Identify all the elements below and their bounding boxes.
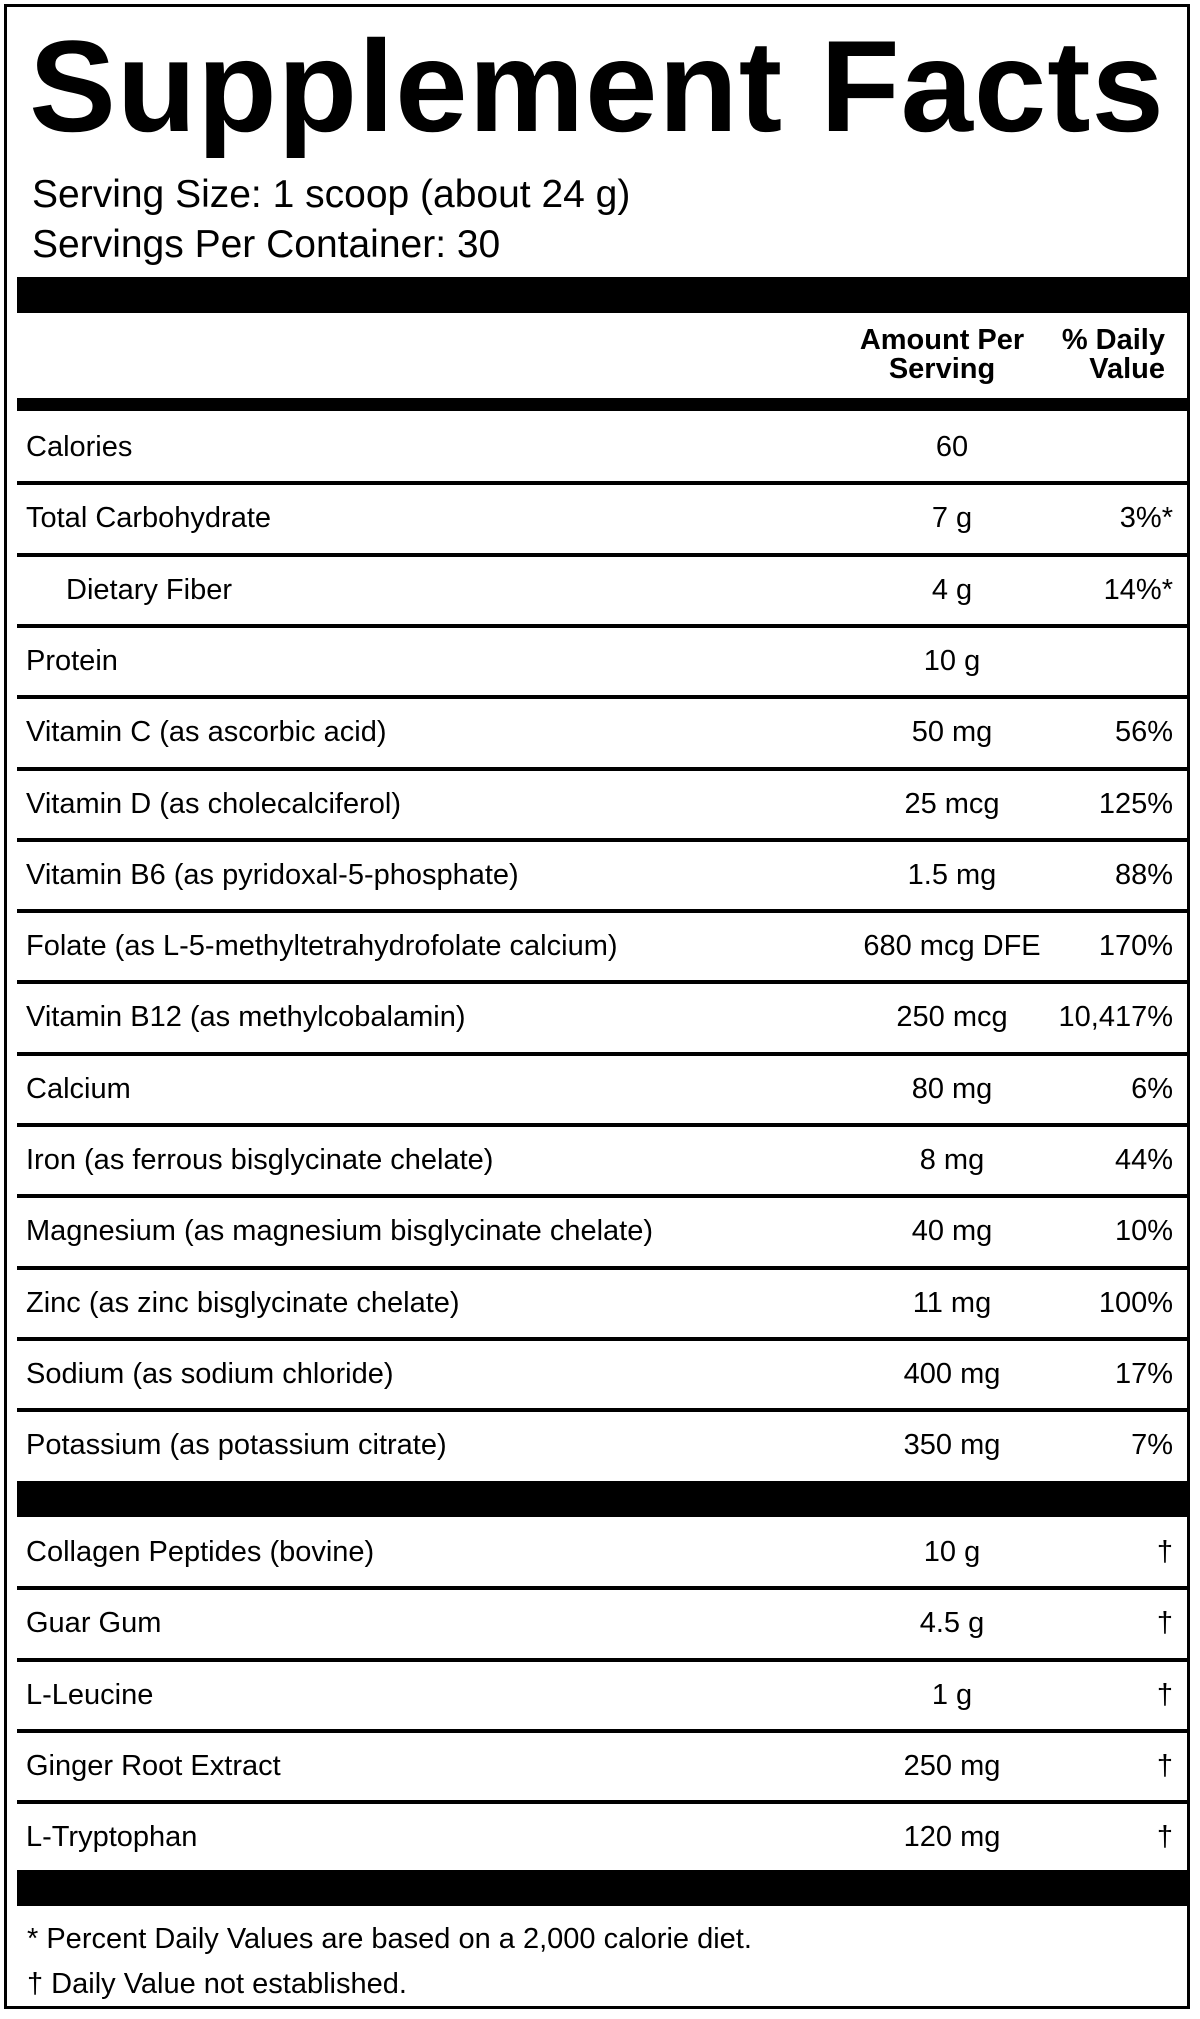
ingredient-row [17,1733,1187,1804]
row-daily-value: 10% [1114,1215,1173,1248]
nutrient-row [17,485,1187,556]
row-daily-value: † [1156,1821,1173,1854]
row-daily-value: 100% [1098,1286,1173,1319]
label-title: Supplement Facts [29,13,1165,159]
row-amount: 400 mg [903,1357,1001,1390]
row-daily-value: † [1156,1678,1173,1711]
row-name: Vitamin C (as ascorbic acid) [26,716,387,749]
nutrient-row [17,984,1187,1055]
nutrient-row [17,414,1187,485]
row-daily-value: 10,417% [1058,1001,1173,1034]
row-name: Potassium (as potassium citrate) [26,1429,447,1462]
header-bar [17,398,1187,411]
row-daily-value: 88% [1114,858,1173,891]
row-name: Folate (as L-5-methyltetrahydrofolate calcium) [26,930,618,963]
row-amount: 4 g [931,573,973,606]
row-amount: 4.5 g [919,1607,985,1640]
row-daily-value: 17% [1114,1357,1173,1390]
row-name: Sodium (as sodium chloride) [26,1357,394,1390]
row-amount: 680 mcg DFE [863,930,1041,963]
ingredient-row [17,1519,1187,1590]
row-name: Guar Gum [26,1607,162,1640]
row-daily-value: 170% [1098,930,1173,963]
row-daily-value: † [1156,1536,1173,1568]
nutrient-row [17,628,1187,699]
row-name: Calories [26,431,133,463]
header-daily-value: % Daily Value [1061,324,1165,385]
row-amount: 11 mg [912,1286,992,1319]
footnote-daily-value-not-established: † Daily Value not established. [27,1968,407,2000]
row-amount: 8 mg [919,1144,985,1176]
row-daily-value: 3%* [1119,502,1173,535]
row-amount: 1 g [931,1678,973,1711]
row-daily-value: † [1156,1607,1173,1640]
thick-bar-top [17,277,1187,313]
row-name: L-Tryptophan [26,1821,198,1854]
row-name: Total Carbohydrate [26,502,272,535]
footnote-percent-daily-value: * Percent Daily Values are based on a 2,000 calorie diet. [27,1923,752,1955]
row-daily-value: 6% [1131,1072,1173,1105]
nutrient-row [17,557,1187,628]
row-amount: 350 mg [903,1429,1001,1462]
nutrient-row [17,1412,1187,1483]
serving-size: Serving Size: 1 scoop (about 24 g) [32,173,631,216]
row-daily-value: 7% [1131,1429,1173,1462]
row-name: Dietary Fiber [66,573,232,606]
header-amount-per-serving: Amount Per Serving [859,324,1025,385]
nutrient-row [17,1056,1187,1127]
row-name: Zinc (as zinc bisglycinate chelate) [26,1286,460,1319]
row-daily-value: 44% [1114,1144,1173,1176]
row-amount: 1.5 mg [907,858,997,891]
row-amount: 10 g [923,644,981,677]
row-amount: 10 g [923,1536,981,1568]
row-amount: 80 mg [911,1072,993,1105]
row-name: Vitamin B6 (as pyridoxal-5-phosphate) [26,858,519,891]
row-daily-value: † [1156,1749,1173,1782]
row-name: Vitamin D (as cholecalciferol) [26,787,401,820]
row-amount: 25 mcg [904,787,1000,820]
row-daily-value: 14%* [1103,573,1173,606]
row-name: Vitamin B12 (as methylcobalamin) [26,1001,466,1034]
row-amount: 250 mcg [896,1001,1008,1034]
row-amount: 40 mg [911,1215,993,1248]
ingredient-row [17,1590,1187,1661]
nutrient-row [17,1341,1187,1412]
row-amount: 250 mg [903,1749,1001,1782]
nutrient-row [17,1270,1187,1341]
nutrient-row [17,699,1187,770]
thick-bar-middle [17,1481,1187,1517]
row-name: Collagen Peptides (bovine) [26,1536,375,1568]
ingredient-row [17,1662,1187,1733]
nutrient-row [17,1127,1187,1198]
ingredient-row [17,1804,1187,1875]
nutrient-row [17,1198,1187,1269]
row-amount: 60 [935,431,969,463]
row-amount: 120 mg [903,1821,1001,1854]
supplement-facts-panel [4,4,1190,2009]
row-amount: 7 g [931,502,973,535]
nutrient-row [17,842,1187,913]
thick-bar-bottom [17,1870,1187,1906]
row-name: Calcium [26,1072,131,1105]
row-name: Magnesium (as magnesium bisglycinate chelate) [26,1215,654,1248]
servings-per-container: Servings Per Container: 30 [32,223,501,266]
row-daily-value: 125% [1098,787,1173,820]
nutrient-row [17,771,1187,842]
row-name: Protein [26,644,118,677]
row-name: L-Leucine [26,1678,154,1711]
row-name: Ginger Root Extract [26,1749,281,1782]
row-amount: 50 mg [911,716,993,749]
row-daily-value: 56% [1114,716,1173,749]
nutrient-row [17,913,1187,984]
row-name: Iron (as ferrous bisglycinate chelate) [26,1144,494,1176]
